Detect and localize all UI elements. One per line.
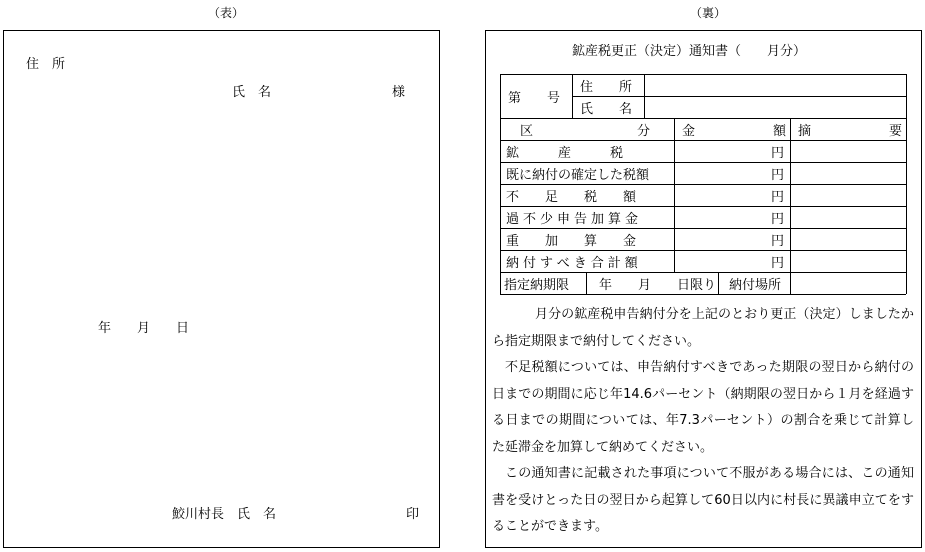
address-field bbox=[646, 75, 904, 95]
row-unit: 円 bbox=[770, 167, 784, 183]
notice-paragraph-2: 不足税額については、申告納付すべきであった期限の翌日から納付の日までの期間に応じ年14.6パーセント（納期限の翌日から１月を経過する日までの期間については、年7.3パーセント）の割合を乗じて計算した延滞金を加算して納めてください。 bbox=[492, 360, 914, 455]
row-unit: 円 bbox=[770, 211, 784, 227]
back-caption: （裏） bbox=[690, 6, 727, 20]
front-name-label: 氏 名 bbox=[232, 85, 272, 100]
table-row bbox=[506, 184, 670, 206]
name-label: 氏 名 bbox=[580, 101, 633, 117]
number-label: 第 号 bbox=[508, 90, 561, 106]
row-label: 既に納付の確定した税額 bbox=[506, 167, 650, 183]
payment-place-label: 納付場所 bbox=[728, 277, 781, 293]
front-caption: （表） bbox=[208, 6, 245, 20]
table-row bbox=[506, 206, 670, 228]
front-address-label: 住 所 bbox=[26, 57, 66, 72]
deadline-value: 年 月 日限り bbox=[598, 277, 716, 293]
table-row bbox=[506, 250, 670, 272]
row-unit: 円 bbox=[770, 145, 784, 161]
notice-title: 鉱産税更正（決定）通知書（ 月分） bbox=[572, 44, 807, 59]
table-row bbox=[506, 228, 670, 250]
name-field bbox=[646, 97, 904, 117]
row-unit: 円 bbox=[770, 189, 784, 205]
row-label: 重 加 算 金 bbox=[506, 233, 637, 249]
address-label: 住 所 bbox=[580, 79, 633, 95]
deadline-label: 指定納期限 bbox=[504, 277, 570, 293]
row-label: 過不少申告加算金 bbox=[506, 211, 643, 227]
header-remarks: 摘 要 bbox=[798, 123, 903, 139]
front-seal: 印 bbox=[406, 507, 420, 522]
header-category: 区 分 bbox=[520, 123, 651, 139]
header-amount: 金 額 bbox=[682, 123, 787, 139]
row-unit: 円 bbox=[770, 233, 784, 249]
row-label: 不 足 税 額 bbox=[506, 189, 637, 205]
row-label: 鉱 産 税 bbox=[506, 145, 624, 161]
table-row bbox=[506, 140, 670, 162]
table-row bbox=[506, 162, 670, 184]
front-honorific: 様 bbox=[392, 85, 406, 100]
row-unit: 円 bbox=[770, 255, 784, 271]
notice-paragraph-3: この通知書に記載された事項について不服がある場合には、この通知書を受けとった日の翌日から起算して60日以内に村長に異議申立てをすることができます。 bbox=[492, 466, 914, 534]
front-panel bbox=[3, 30, 440, 548]
row-label: 納付すべき合計額 bbox=[506, 255, 642, 271]
front-issuer: 鮫川村長 氏 名 bbox=[172, 507, 277, 522]
notice-paragraph-1: 月分の鉱産税申告納付分を上記のとおり更正（決定）しましたから指定期限まで納付してください。 bbox=[492, 307, 914, 349]
front-date-line: 年 月 日 bbox=[98, 321, 190, 336]
